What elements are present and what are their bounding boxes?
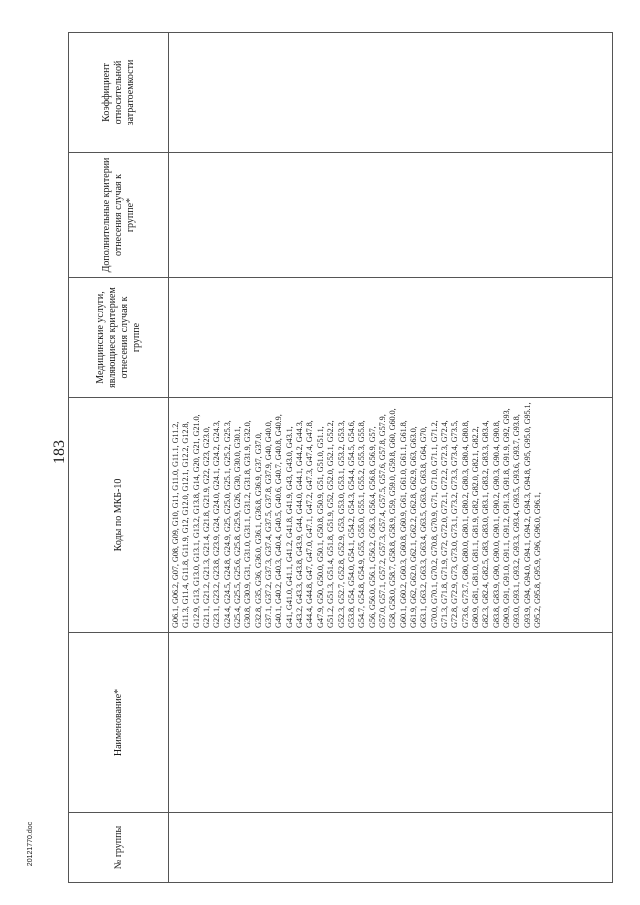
icd-codes-line: G53.8, G54, G54.0, G54.1, G54.2, G54.3, G54.4, G54.5, G54.6, xyxy=(346,420,356,628)
icd-codes-line: G72.8, G72.9, G73, G73.0, G73.1, G73.2, G73.3, G73.4, G73.5, xyxy=(450,420,460,628)
icd-codes-line: G21.1, G21.2, G21.3, G21.4, G21.8, G21.9, G22, G23, G23.0, xyxy=(202,426,212,628)
icd-codes-line: G90.9, G91, G91.0, G91.1, G91.2, G91.3, G91.8, G91.9, G92, G93, xyxy=(502,408,511,628)
icd-codes-line: G32.8, G35, G36, G36.0, G36.1, G36.8, G36.9, G37, G37.0, xyxy=(253,432,263,628)
icd-group-table xyxy=(68,32,613,883)
rotated-table-page xyxy=(68,33,613,883)
icd-codes-line: G24.4, G24.5, G24.8, G24.9, G25, G25.0, G25.1, G25.2, G25.3, xyxy=(222,420,232,628)
icd-codes-line: G71.3, G71.8, G71.9, G72, G72.0, G72.1, G72.2, G72.3, G72.4, xyxy=(439,420,449,628)
icd-codes-line: G58, G58.0, G58.7, G58.8, G58.9, G59, G59.0, G59.8, G60, G60.0, xyxy=(388,408,398,628)
icd-codes-line: G12.9, G13, G13.0, G13.1, G13.2, G13.8, G14, G20, G21, G21.0, xyxy=(191,414,201,628)
icd-codes-line: G73.6, G73.7, G80, G80.0, G80.1, G80.2, G80.3, G80.4, G80.8, xyxy=(460,420,470,628)
header-name: Наименование* xyxy=(69,633,169,813)
header-group-number: № группы xyxy=(69,813,169,883)
header-medical-services: Медицинские услуги, являющиеся критерием отнесения случая к группе xyxy=(69,278,169,398)
icd-codes-line: G63.1, G63.2, G63.3, G63.4, G63.5, G63.6, G63.8, G64, G70, xyxy=(419,426,429,628)
icd-codes-line: G47.9, G50, G50.0, G50.1, G50.8, G50.9, G51, G51.0, G51.1, xyxy=(315,426,325,628)
icd-codes-line: G30.8, G30.9, G31, G31.0, G31.1, G31.2, G31.8, G31.9, G32.0, xyxy=(243,420,253,628)
icd-codes-line: G11.3, G11.4, G11.8, G11.9, G12, G12.0, G12.1, G12.2, G12.8, xyxy=(181,421,191,628)
icd-codes-line: G80.9, G81, G81.0, G81.1, G81.9, G82, G82.0, G82.1, G82.2, xyxy=(470,426,480,628)
cell-icd-codes xyxy=(169,398,613,633)
icd-codes-line: G23.1, G23.2, G23.8, G23.9, G24, G24.0, G24.1, G24.2, G24.3, xyxy=(212,420,222,628)
icd-codes-line: G25.4, G25.5, G25.6, G25.8, G25.9, G26, G30, G30.0, G30.1, xyxy=(233,426,243,628)
icd-codes-line: G37.1, G37.2, G37.3, G37.4, G37.5, G37.8, G37.9, G40, G40.0, xyxy=(264,420,274,628)
icd-codes-line: G06.1, G06.2, G07, G08, G09, G10, G11, G11.0, G11.1, G11.2, xyxy=(171,421,180,628)
icd-codes-line: G82.3, G82.4, G82.5, G83, G83.0, G83.1, G83.2, G83.3, G83.4, xyxy=(481,420,491,628)
icd-codes-line: G52.3, G52.7, G52.8, G52.9, G53, G53.0, G53.1, G53.2, G53.3, xyxy=(336,420,346,628)
icd-codes-line: G70.0, G70.1, G70.2, G70.8, G70.9, G71, G71.0, G71.1, G71.2, xyxy=(429,420,439,628)
cell-medical-services xyxy=(169,278,613,398)
icd-codes-line: G57.0, G57.1, G57.2, G57.3, G57.4, G57.5, G57.6, G57.8, G57.9, xyxy=(377,414,387,628)
header-icd-codes: Коды по МКБ-10 xyxy=(69,398,169,633)
cell-coefficient xyxy=(169,33,613,153)
table-header-row xyxy=(69,33,169,883)
icd-codes-line: G43.2, G43.3, G43.8, G43.9, G44, G44.0, G44.1, G44.2, G44.3, xyxy=(295,420,305,628)
icd-codes-line: G40.1, G40.2, G40.3, G40.4, G40.5, G40.6, G40.7, G40.8, G40.9, xyxy=(274,414,284,628)
header-extra-criteria: Дополнительные критерии отнесения случая к группе* xyxy=(69,153,169,278)
icd-codes-line: G93.0, G93.1, G93.2, G93.3, G93.4, G93.5, G93.6, G93.7, G93.8, xyxy=(512,414,522,628)
cell-group-number xyxy=(169,813,613,883)
cell-name xyxy=(169,633,613,813)
icd-codes-line: G41, G41.0, G41.1, G41.2, G41.8, G41.9, G43, G43.0, G43.1, xyxy=(284,426,294,628)
icd-codes-line: G60.1, G60.2, G60.3, G60.8, G60.9, G61, G61.0, G61.1, G61.8, xyxy=(398,420,408,628)
icd-codes-line: G54.7, G54.8, G54.9, G55, G55.0, G55.1, G55.2, G55.3, G55.8, xyxy=(357,420,367,628)
page-number: 183 xyxy=(51,440,68,464)
doc-file-name: 20121770.doc xyxy=(27,821,34,867)
header-coefficient: Коэффициент относительной затратоемкости xyxy=(69,33,169,153)
icd-codes-line: G83.8, G83.9, G90, G90.0, G90.1, G90.2, G90.3, G90.4, G90.8, xyxy=(491,420,501,628)
icd-codes-line: G56, G56.0, G56.1, G56.2, G56.3, G56.4, G56.8, G56.9, G57, xyxy=(367,426,377,628)
icd-codes-line: G44.4, G44.8, G47, G47.0, G47.1, G47.2, G47.3, G47.4, G47.8, xyxy=(305,420,315,628)
icd-codes-line: G95.2, G95.8, G95.9, G96, G96.0, G96.1, xyxy=(533,492,543,628)
icd-codes-line: G93.9, G94, G94.0, G94.1, G94.2, G94.3, G94.8, G95, G95.0, G95.1, xyxy=(522,402,532,628)
cell-extra-criteria xyxy=(169,153,613,278)
icd-codes-line: G51.2, G51.3, G51.4, G51.8, G51.9, G52, G52.0, G52.1, G52.2, xyxy=(326,420,336,628)
icd-codes-line: G61.9, G62, G62.0, G62.1, G62.2, G62.8, G62.9, G63, G63.0, xyxy=(408,426,418,628)
table-row xyxy=(169,33,613,883)
